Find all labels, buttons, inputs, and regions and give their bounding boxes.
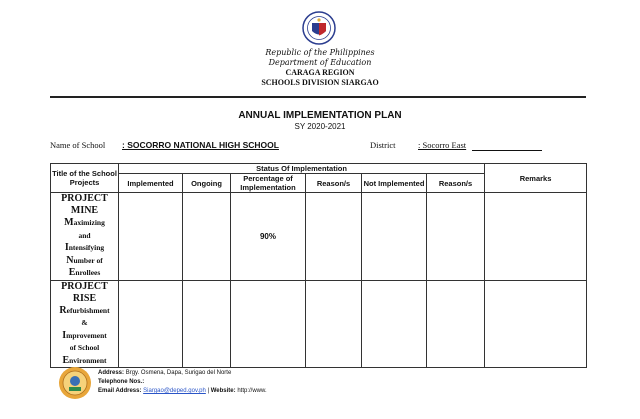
ongoing-cell <box>183 280 231 368</box>
footer-address: Address: Brgy. Osmena, Dapa, Surigao del Norte <box>98 370 232 376</box>
school-year: SY 2020-2021 <box>294 122 346 131</box>
implemented-cell <box>119 193 183 281</box>
project-line: Refurbishment <box>59 304 110 316</box>
percentage-cell: 90% <box>231 193 306 281</box>
school-name-label: Name of School <box>50 140 106 150</box>
col-ongoing-header: Ongoing <box>183 174 231 193</box>
not-implemented-cell <box>362 280 427 368</box>
project-line: Improvement <box>62 329 107 341</box>
republic-heading: Republic of the Philippines <box>265 48 375 57</box>
project-line: Environment <box>62 354 107 366</box>
school-name-value: : SOCORRO NATIONAL HIGH SCHOOL <box>122 140 279 150</box>
project-title-cell <box>51 280 119 368</box>
header-divider <box>50 96 586 98</box>
department-heading: Department of Education <box>268 58 372 67</box>
document-title: ANNUAL IMPLEMENTATION PLAN <box>238 110 402 121</box>
col-reason-header: Reason/s <box>306 174 362 193</box>
website-link[interactable]: http://www. <box>237 388 267 394</box>
project-line: Maximizing <box>64 217 105 228</box>
project-name: MINE <box>70 205 99 216</box>
project-line: & <box>81 318 88 327</box>
reason-2-cell <box>427 193 485 281</box>
col-not-implemented-header: Not Implemented <box>362 174 427 193</box>
district-underline <box>472 150 542 151</box>
col-implemented-header: Implemented <box>119 174 183 193</box>
not-implemented-cell <box>362 193 427 281</box>
reason-cell <box>306 280 362 368</box>
col-reason-2-header: Reason/s <box>427 174 485 193</box>
email-link[interactable]: Siargao@deped.gov.ph <box>143 388 206 394</box>
ongoing-cell <box>183 193 231 281</box>
school-logo-icon <box>58 366 92 400</box>
reason-cell <box>306 193 362 281</box>
division-heading: SCHOOLS DIVISION SIARGAO <box>261 78 379 87</box>
implemented-cell <box>119 280 183 368</box>
project-line: Intensifying <box>64 242 105 253</box>
project-line: of School <box>69 343 100 352</box>
col-percentage-header: Percentage of Implementation <box>231 174 306 193</box>
project-name: RISE <box>72 292 97 304</box>
footer-email: Email Address: Siargao@deped.gov.ph | Website: http://www. <box>98 388 267 394</box>
remarks-cell <box>485 193 587 281</box>
col-title-header: Title of the School Projects <box>51 164 119 193</box>
table-row <box>51 280 587 368</box>
district-value: : Socorro East <box>418 140 467 150</box>
project-line: and <box>78 230 91 240</box>
project-title-cell <box>51 193 119 281</box>
footer-phone: Telephone Nos.: <box>98 379 145 385</box>
project-line: Number of <box>66 254 103 266</box>
project-head: PROJECT <box>61 193 108 204</box>
remarks-cell <box>485 280 587 368</box>
implementation-table <box>50 163 587 368</box>
district-label: District <box>370 140 396 150</box>
reason-2-cell <box>427 280 485 368</box>
deped-seal-icon <box>302 11 336 45</box>
table-row <box>51 193 587 281</box>
project-head: PROJECT <box>61 280 108 292</box>
project-line: Enrollees <box>68 267 101 278</box>
status-group-header: Status Of Implementation <box>119 164 485 174</box>
percentage-cell <box>231 280 306 368</box>
col-remarks-header: Remarks <box>485 164 587 193</box>
region-heading: CARAGA REGION <box>285 68 355 77</box>
